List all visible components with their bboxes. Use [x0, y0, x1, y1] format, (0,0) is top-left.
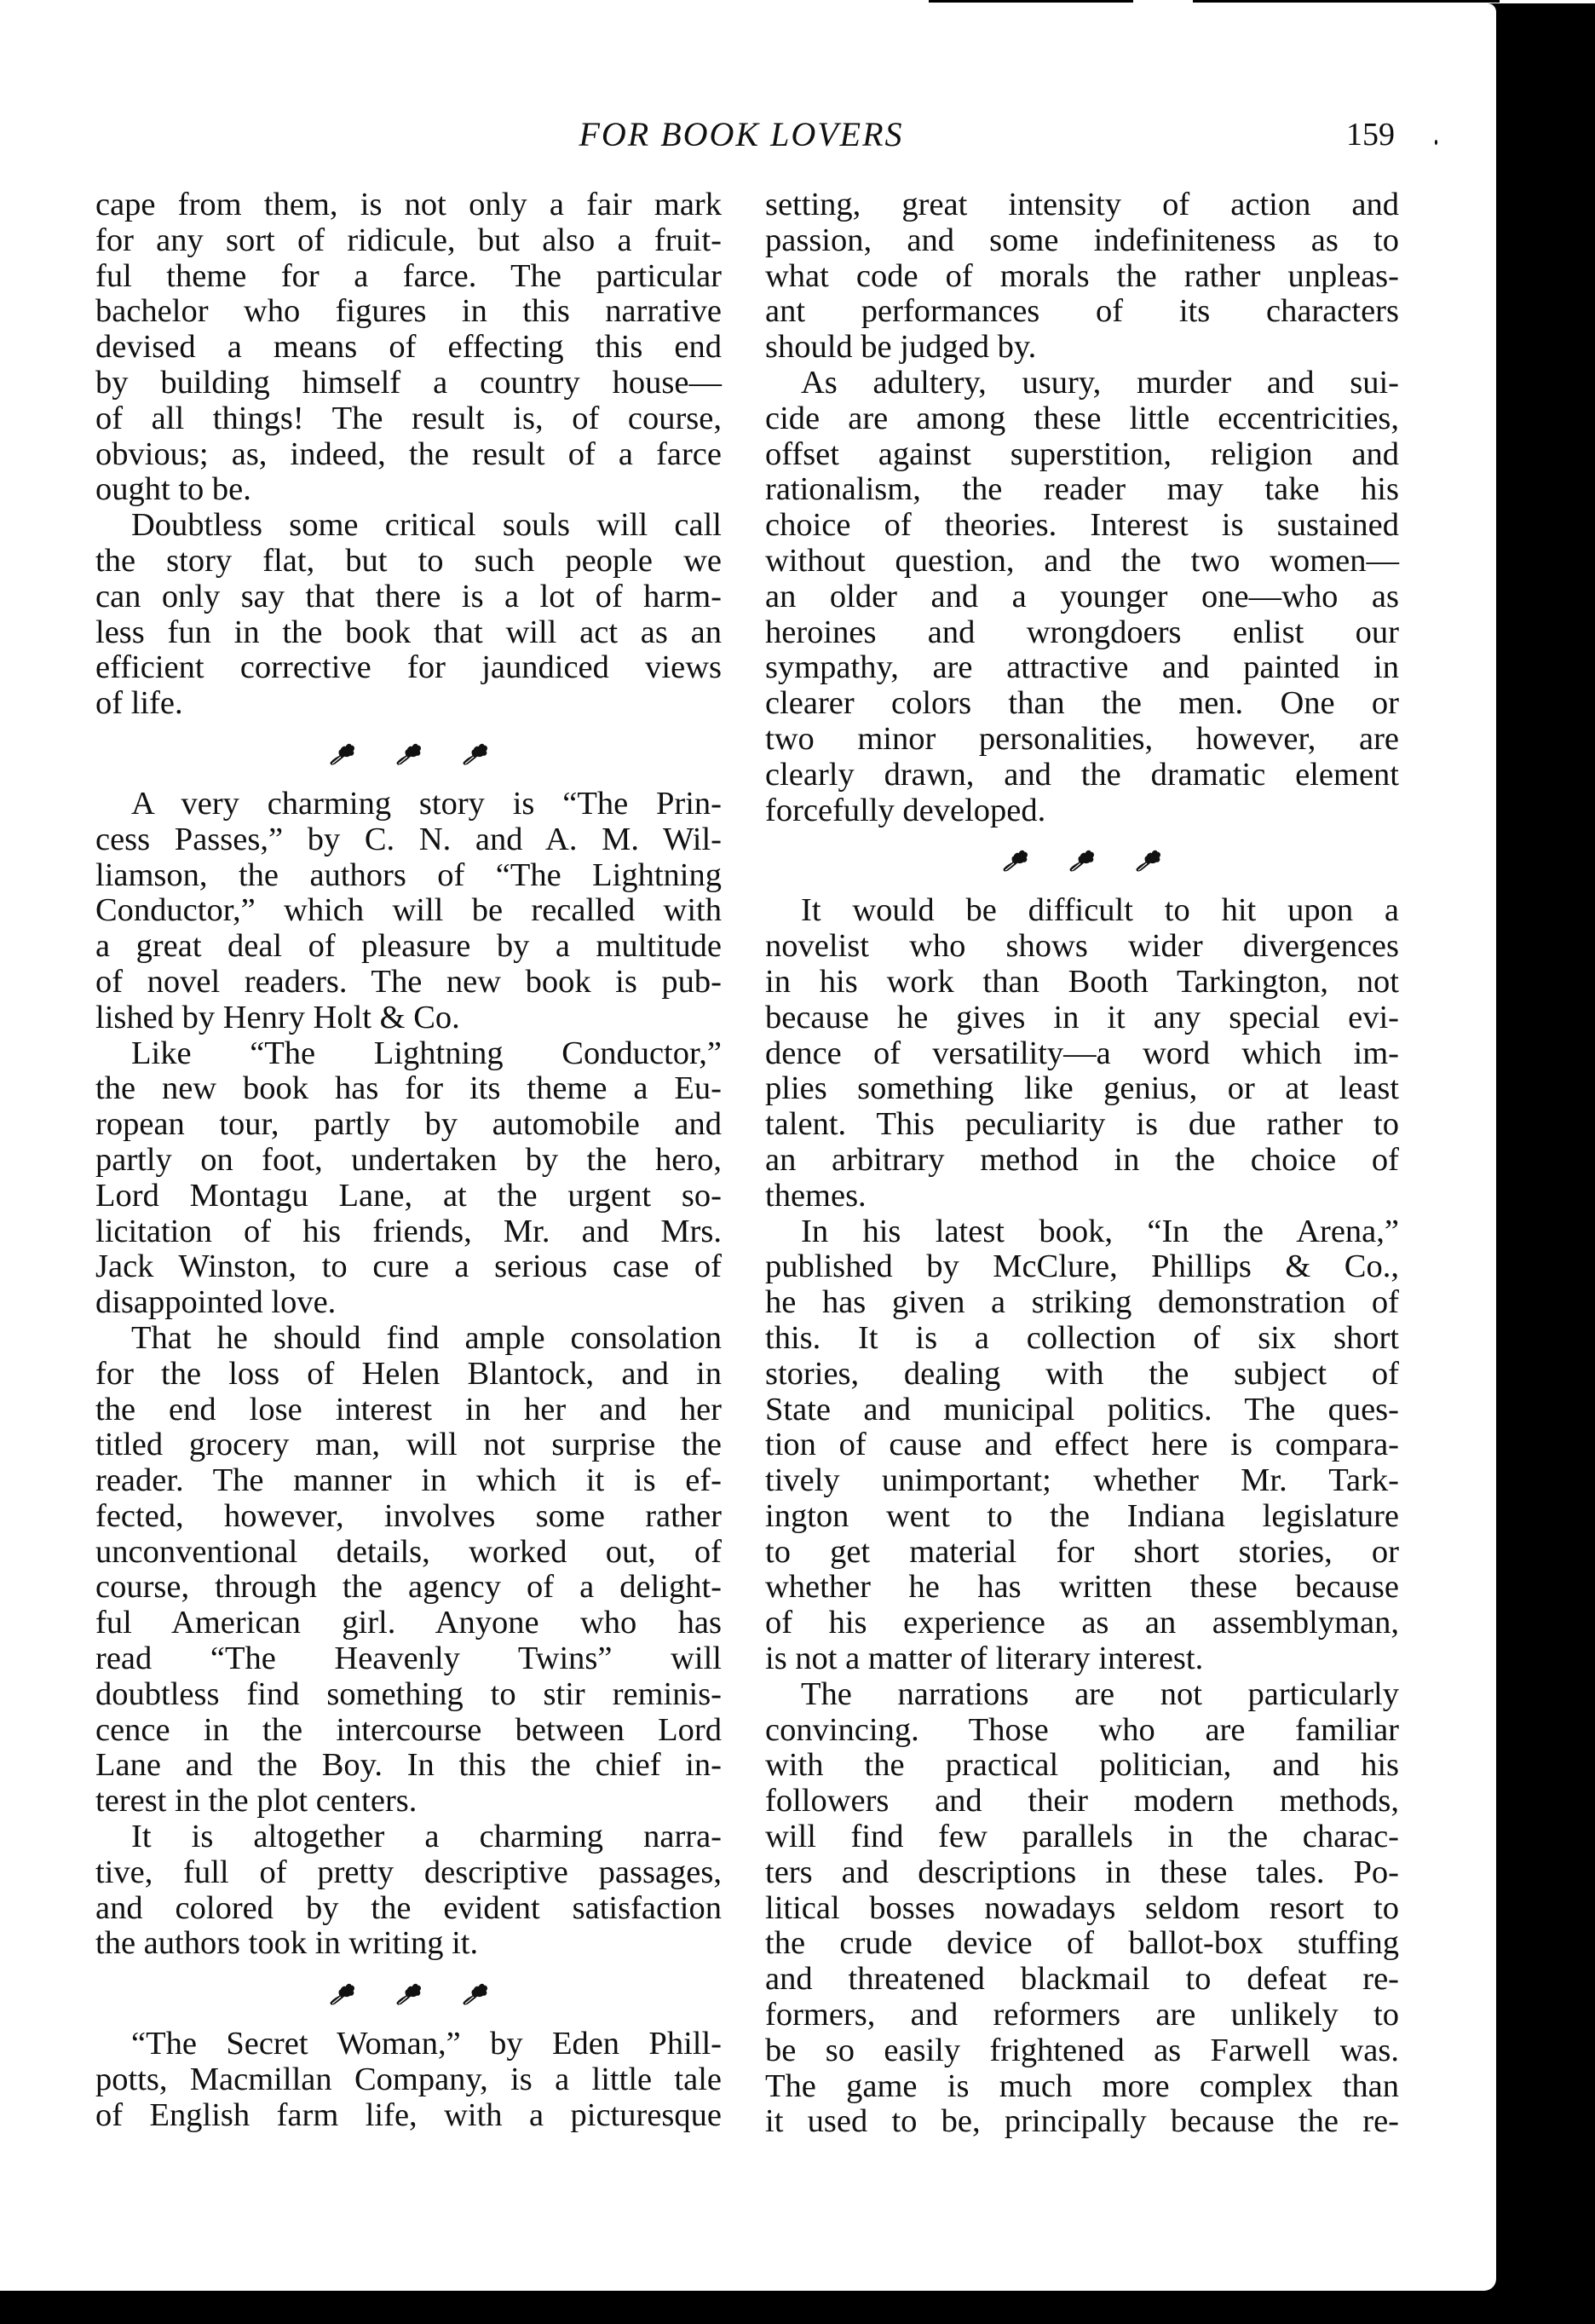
text-line: obvious; as, indeed, the result of a farce — [95, 435, 722, 472]
paragraph — [95, 1321, 722, 1819]
paragraph — [95, 2027, 722, 2133]
text-line: and threatened blackmail to defeat re- — [765, 1961, 1399, 1998]
text-line: the story flat, but to such people we — [95, 542, 722, 579]
text-line: heroines and wrongdoers enlist our — [765, 614, 1399, 650]
section-divider-ornament — [95, 722, 722, 787]
text-line: liamson, the authors of “The Lightning — [95, 856, 722, 893]
text-line: ters and descriptions in these tales. Po- — [765, 1854, 1399, 1890]
text-line: Lane and the Boy. In this the chief in- — [95, 1747, 722, 1784]
ivy-leaf-fleuron-icon — [394, 741, 423, 766]
text-line: talent. This peculiarity is due rather to — [765, 1106, 1399, 1143]
text-line: Lord Montagu Lane, at the urgent so- — [95, 1177, 722, 1214]
text-line: ful American girl. Anyone who has — [95, 1605, 722, 1641]
paragraph — [95, 187, 722, 508]
section-divider-ornament — [765, 828, 1399, 893]
text-line: course, through the agency of a delight- — [95, 1569, 722, 1606]
text-line: convincing. Those who are familiar — [765, 1711, 1399, 1748]
paragraph — [765, 366, 1399, 828]
text-line: litical bosses nowadays seldom resort to — [765, 1889, 1399, 1926]
text-line: and colored by the evident satisfaction — [95, 1889, 722, 1926]
text-line: he has given a striking demonstration of — [765, 1284, 1399, 1321]
text-line: the end lose interest in her and her — [95, 1391, 722, 1427]
text-line: Like “The Lightning Conductor,” — [131, 1035, 722, 1071]
text-line: ful theme for a farce. The particular — [95, 257, 722, 294]
text-line: “The Secret Woman,” by Eden Phill- — [131, 2026, 722, 2062]
text-line: formers, and reformers are unlikely to — [765, 1997, 1399, 2033]
page-number: 159 — [1346, 117, 1395, 153]
book-page — [0, 3, 1496, 2291]
text-line: devised a means of effecting this end — [95, 329, 722, 366]
text-line: tive, full of pretty descriptive passages, — [95, 1854, 722, 1890]
text-line: doubtless find something to stir reminis- — [95, 1675, 722, 1712]
text-line: It is altogether a charming narra- — [131, 1819, 722, 1855]
paragraph — [95, 1036, 722, 1321]
text-line: terest in the plot centers. — [95, 1783, 417, 1819]
text-line: That he should find ample consolation — [131, 1319, 722, 1356]
text-line: tion of cause and effect here is compara- — [765, 1427, 1399, 1463]
text-line: themes. — [765, 1177, 867, 1214]
text-line: It would be difficult to hit upon a — [801, 892, 1399, 929]
text-line: novelist who shows wider divergences — [765, 928, 1399, 965]
text-line: Doubtless some critical souls will call — [131, 507, 722, 544]
text-line: followers and their modern methods, — [765, 1783, 1399, 1819]
text-line: what code of morals the rather unpleas- — [765, 257, 1399, 294]
text-line: without question, and the two women— — [765, 542, 1399, 579]
text-line: cape from them, is not only a fair mark — [95, 187, 722, 222]
text-line: this. It is a collection of six short — [765, 1319, 1399, 1356]
text-line: Jack Winston, to cure a serious case of — [95, 1249, 722, 1285]
text-line: stories, dealing with the subject of — [765, 1355, 1399, 1392]
text-line: setting, great intensity of action and — [765, 187, 1399, 222]
text-line: cess Passes,” by C. N. and A. M. Wil- — [95, 821, 722, 857]
paragraph — [765, 1214, 1399, 1677]
text-line: unconventional details, worked out, of — [95, 1533, 722, 1570]
right-column — [765, 187, 1399, 2140]
text-line: licitation of his friends, Mr. and Mrs. — [95, 1213, 722, 1249]
scan-speck — [1435, 140, 1437, 145]
text-line: with the practical politician, and his — [765, 1747, 1399, 1784]
text-line: two minor personalities, however, are — [765, 720, 1399, 757]
text-line: disappointed love. — [95, 1284, 337, 1321]
text-line: whether he has written these because — [765, 1569, 1399, 1606]
text-line: the new book has for its theme a Eu- — [95, 1070, 722, 1107]
ivy-leaf-fleuron-icon — [1134, 847, 1163, 873]
text-line: of all things! The result is, of course, — [95, 400, 722, 436]
paragraph — [765, 893, 1399, 1214]
ivy-leaf-fleuron-icon — [394, 1981, 423, 2006]
text-line: a great deal of pleasure by a multitude — [95, 928, 722, 965]
left-column — [95, 187, 722, 2134]
text-line: The narrations are not particularly — [801, 1675, 1399, 1712]
text-line: clearly drawn, and the dramatic element — [765, 756, 1399, 793]
text-line: offset against superstition, religion and — [765, 435, 1399, 472]
text-line: of his experience as an assemblyman, — [765, 1605, 1399, 1641]
text-line: published by McClure, Phillips & Co., — [765, 1249, 1399, 1285]
text-line: fected, however, involves some rather — [95, 1497, 722, 1534]
text-line: because he gives in it any special evi- — [765, 999, 1399, 1035]
text-line: clearer colors than the men. One or — [765, 685, 1399, 722]
text-line: less fun in the book that will act as an — [95, 614, 722, 650]
text-line: efficient corrective for jaundiced views — [95, 649, 722, 686]
text-line: In his latest book, “In the Arena,” — [801, 1213, 1399, 1249]
text-line: for any sort of ridicule, but also a fruit- — [95, 222, 722, 258]
text-line: be so easily frightened as Farwell was. — [765, 2032, 1399, 2068]
text-line: it used to be, principally because the re- — [765, 2103, 1399, 2140]
text-line: is not a matter of literary interest. — [765, 1641, 1204, 1677]
text-line: Conductor,” which will be recalled with — [95, 892, 722, 929]
ivy-leaf-fleuron-icon — [461, 1981, 490, 2006]
text-line: should be judged by. — [765, 329, 1037, 366]
text-line: read “The Heavenly Twins” will — [95, 1641, 722, 1677]
text-line: an arbitrary method in the choice of — [765, 1141, 1399, 1178]
text-line: forcefully developed. — [765, 792, 1046, 828]
paragraph — [95, 508, 722, 722]
running-title: FOR BOOK LOVERS — [579, 115, 904, 153]
section-divider-ornament — [95, 1962, 722, 2027]
text-line: will find few parallels in the charac- — [765, 1819, 1399, 1855]
text-line: ropean tour, partly by automobile and — [95, 1106, 722, 1143]
text-line: plies something like genius, or at least — [765, 1070, 1399, 1107]
text-line: A very charming story is “The Prin- — [131, 785, 722, 822]
paragraph — [765, 187, 1399, 366]
text-line: The game is much more complex than — [765, 2067, 1399, 2104]
text-line: bachelor who figures in this narrative — [95, 293, 722, 330]
paragraph — [95, 787, 722, 1036]
text-line: to get material for short stories, or — [765, 1533, 1399, 1570]
text-line: the crude device of ballot-box stuffing — [765, 1925, 1399, 1962]
text-line: State and municipal politics. The ques- — [765, 1391, 1399, 1427]
text-line: ant performances of its characters — [765, 293, 1399, 330]
ivy-leaf-fleuron-icon — [1001, 847, 1030, 873]
paragraph — [95, 1819, 722, 1962]
text-line: can only say that there is a lot of harm- — [95, 578, 722, 614]
ivy-leaf-fleuron-icon — [461, 741, 490, 766]
text-line: an older and a younger one—who as — [765, 578, 1399, 614]
text-line: of life. — [95, 685, 183, 722]
ivy-leaf-fleuron-icon — [328, 741, 357, 766]
text-line: rationalism, the reader may take his — [765, 471, 1399, 508]
text-line: cence in the intercourse between Lord — [95, 1711, 722, 1748]
text-line: reader. The manner in which it is ef- — [95, 1462, 722, 1499]
ivy-leaf-fleuron-icon — [1068, 847, 1097, 873]
text-line: lished by Henry Holt & Co. — [95, 999, 460, 1035]
text-line: titled grocery man, will not surprise the — [95, 1427, 722, 1463]
text-line: by building himself a country house— — [95, 364, 722, 401]
text-line: tively unimportant; whether Mr. Tark- — [765, 1462, 1399, 1499]
text-line: choice of theories. Interest is sustained — [765, 507, 1399, 544]
text-line: As adultery, usury, murder and sui- — [801, 364, 1399, 401]
text-line: in his work than Booth Tarkington, not — [765, 963, 1399, 1000]
text-line: partly on foot, undertaken by the hero, — [95, 1141, 722, 1178]
text-line: potts, Macmillan Company, is a little tale — [95, 2062, 722, 2098]
text-line: cide are among these little eccentricities, — [765, 400, 1399, 436]
text-line: sympathy, are attractive and painted in — [765, 649, 1399, 686]
text-line: of English farm life, with a picturesque — [95, 2096, 722, 2133]
text-line: ington went to the Indiana legislature — [765, 1497, 1399, 1534]
text-line: for the loss of Helen Blantock, and in — [95, 1355, 722, 1392]
text-line: of novel readers. The new book is pub- — [95, 963, 722, 1000]
paragraph — [765, 1677, 1399, 2140]
text-line: the authors took in writing it. — [95, 1925, 479, 1962]
ivy-leaf-fleuron-icon — [328, 1981, 357, 2006]
text-line: ought to be. — [95, 471, 251, 508]
text-line: passion, and some indefiniteness as to — [765, 222, 1399, 258]
text-line: dence of versatility—a word which im- — [765, 1035, 1399, 1071]
